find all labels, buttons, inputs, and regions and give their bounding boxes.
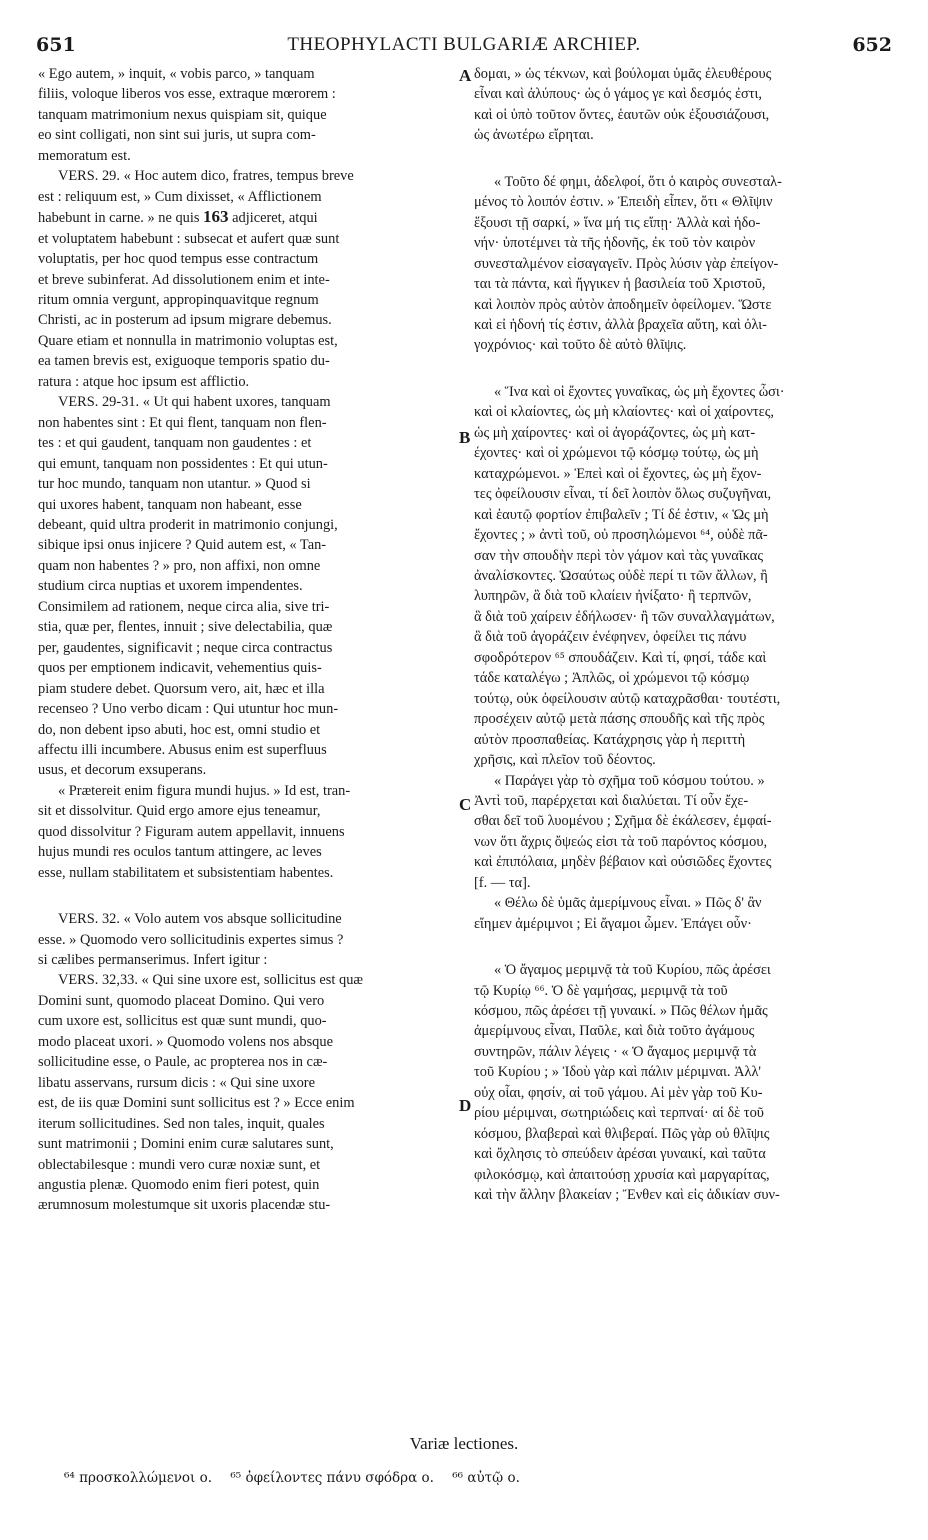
- text-line: voluptatis, per hoc quod tempus esse contractum: [38, 251, 319, 268]
- text-line: συντηρῶν, πάλιν λέγεις · « Ὁ ἄγαμος μεριμνᾷ τὰ: [474, 1043, 757, 1060]
- text-line: ὡς ἀνωτέρω εἴρηται.: [474, 127, 594, 144]
- text-line: έχοντες· καὶ οἱ χρώμενοι τῷ κόσμῳ τούτῳ, ὡς μὴ: [474, 445, 759, 462]
- text-line: ἃ διὰ τοῦ ἀγοράζειν ἐνέφηνεν, ὀφείλει τις πάνυ: [474, 629, 747, 646]
- text-line: ritum omnia vergunt, appropinquavitque regnum: [38, 291, 319, 308]
- text-line: καὶ ἐπιπόλαια, μηδὲν βέβαιον καὶ οὐσιῶδες ἔχοντες: [474, 854, 772, 871]
- page-header: [36, 34, 892, 60]
- text-line: stia, quæ per, flentes, innuit ; sive delectabilia, quæ: [38, 619, 333, 636]
- text-line: ἔχοντες ; » ἀντὶ τοῦ, οὐ προσηλώμενοι ⁶⁴, οὐδὲ πᾶ-: [474, 527, 768, 544]
- text-line: ρίου μέριμναι, σωτηριώδεις καὶ τερπναί· αἱ δὲ τοῦ: [474, 1105, 764, 1122]
- running-title: THEOPHYLACTI BULGARIÆ ARCHIEP.: [287, 34, 641, 55]
- text-line: τούτῳ, οὐκ ὀφείλουσιν αὐτῷ καταχρᾶσθαι· τουτέστι,: [474, 690, 781, 707]
- text-line: οὐχ οἷαι, φησίν, αἱ τοῦ γάμου. Αἱ μὲν γὰρ τοῦ Κυ-: [474, 1084, 763, 1101]
- text-line: est, de iis quæ Domini sunt sollicitus est ? » Ecce enim: [38, 1095, 355, 1112]
- greek_column-paragraph: [474, 382, 892, 771]
- margin-marker-b: B: [459, 428, 471, 447]
- text-line: VERS. 32,33. « Qui sine uxore est, sollicitus est quæ: [58, 972, 363, 989]
- paragraph-gap: [474, 934, 892, 960]
- greek_column-paragraph: [474, 172, 892, 356]
- latin_column-paragraph: [38, 64, 456, 166]
- text-line: ea tamen brevis est, exiguoque temporis spatio du-: [38, 353, 330, 370]
- column-number: 163: [203, 207, 229, 227]
- text-line: « Ὁ ἄγαμος μεριμνᾷ τὰ τοῦ Κυρίου, πῶς ἀρέσει: [494, 962, 771, 979]
- text-line: Quare etiam et nonnulla in matrimonio voluptas est,: [38, 332, 338, 349]
- text-line: καὶ εἰ ἡδονή τίς ἐστιν, ἀλλὰ βραχεῖα αὕτη, καὶ ὀλι-: [474, 316, 767, 333]
- latin_column-paragraph: [38, 392, 456, 781]
- apparatus-note: ⁶⁴ προσκολλώμενοι ο.: [64, 1470, 213, 1486]
- greek-column: [474, 64, 892, 1206]
- text-line: memoratum est.: [38, 147, 131, 164]
- text-line: τάδε καταλέγω ; Ἁπλῶς, οἱ χρώμενοι τῷ κόσμῳ: [474, 670, 750, 687]
- text-line: ærumnosum molestumque sit uxoris placendæ stu-: [38, 1197, 331, 1214]
- apparatus-note: ⁶⁵ ὀφείλοντες πάνυ σφόδρα ο.: [230, 1470, 434, 1486]
- margin-marker-d: D: [459, 1096, 472, 1115]
- text-line: iterum sollicitudines. Sed non tales, inquit, quales: [38, 1115, 325, 1132]
- text-line: VERS. 29-31. « Ut qui habent uxores, tanquam: [58, 394, 331, 411]
- text-line: ἀναλίσκοντες. Ὡσαύτως οὐδὲ περί τι τῶν ἄλλων, ἢ: [474, 567, 768, 584]
- greek_column-paragraph: [474, 893, 892, 934]
- text-line: modo placeat uxori. » Quomodo volens nos absque: [38, 1033, 333, 1050]
- text-line: τες ὀφείλουσιν εἶναι, τί δεῖ λοιπὸν ὅλως συζυγῆναι,: [474, 486, 772, 503]
- text-line: γοχρόνιος· καὶ τοῦτο δὲ αὐτὸ θλῖψις.: [474, 337, 687, 354]
- apparatus: [0, 1434, 928, 1486]
- margin-marker-c: C: [459, 795, 472, 814]
- text-line: τοῦ Κυρίου ; » Ἰδοὺ γὰρ καὶ πάλιν μέριμναι. Ἀλλ': [474, 1064, 762, 1081]
- text-line: κόσμου, βλαβεραὶ καὶ θλιβεραί. Πῶς γὰρ οὐ θλῖψις: [474, 1125, 770, 1142]
- text-line: quos per emptionem indicavit, vehementius quis-: [38, 660, 322, 677]
- paragraph-gap: [474, 146, 892, 172]
- text-line: cum uxore est, sollicitus est quæ sunt mundi, quo-: [38, 1013, 327, 1030]
- text-line: qui emunt, tanquam non possidentes : Et qui utun-: [38, 455, 328, 472]
- text-line: ὡς μὴ χαίροντες· καὶ οἱ ἀγοράζοντες, ὡς μὴ κατ-: [474, 424, 756, 441]
- text-line: qui uxores habent, tanquam non habeant, esse: [38, 496, 302, 513]
- text-line: hujus mundi res oculos tantum attingere, ac leves: [38, 844, 322, 861]
- text-line: angustia plenæ. Quomodo enim fieri potest, quin: [38, 1177, 320, 1194]
- latin_column-paragraph: [38, 166, 456, 392]
- text-line: quam non habentes ? » pro, non affixi, non omne: [38, 557, 321, 574]
- text-line: debeant, quid ultra proderit in matrimonio conjungi,: [38, 516, 338, 533]
- text-line: do, non debent ipso abuti, hoc est, omni studio et: [38, 721, 321, 738]
- text-line: quod dissolvitur ? Figuram autem appellavit, innuens: [38, 823, 345, 840]
- text-line: σφοδρότερον ⁶⁵ σπουδάζειν. Καὶ τί, φησί, τάδε καὶ: [474, 649, 767, 666]
- text-line: Christi, ac in posterum ad ipsum migrare debemus.: [38, 312, 332, 329]
- text-line: habebunt in carne. » ne quis 163 adjiceret, atqui: [38, 207, 318, 227]
- text-line: καταχρώμενοι. » Ἐπεὶ καὶ οἱ ἔχοντες, ὡς μὴ ἔχον-: [474, 465, 762, 482]
- text-line: Ἀντὶ τοῦ, παρέρχεται καὶ διαλύεται. Τί οὖν ἔχε-: [474, 792, 749, 809]
- text-line: eo sint colligati, non sint sui juris, ut supra com-: [38, 127, 316, 144]
- text-line: et voluptatem habebunt : subsecat et aufert quæ sunt: [38, 230, 340, 247]
- text-line: VERS. 29. « Hoc autem dico, fratres, tempus breve: [58, 168, 354, 185]
- text-line: νήν· ὑποτέμνει τὰ τῆς ἡδονῆς, ἐκ τοῦ τὸν καιρὸν: [474, 235, 756, 252]
- text-line: « Ego autem, » inquit, « vobis parco, » tanquam: [38, 66, 315, 82]
- text-line: « Prætereit enim figura mundi hujus. » Id est, tran-: [58, 782, 351, 799]
- text-line: καὶ ἑαυτῷ φορτίον ἐπιβαλεῖν ; Τί δέ ἐστιν, « Ὡς μὴ: [474, 506, 769, 523]
- page-number-left: 651: [36, 34, 76, 56]
- latin-column: [38, 64, 456, 1216]
- margin-marker-a: A: [459, 66, 472, 85]
- text-line: Domini sunt, quomodo placeat Domino. Qui vero: [38, 992, 325, 1009]
- text-line: Consimilem ad rationem, neque circa alia, sive tri-: [38, 598, 330, 615]
- text-line: ἃ διὰ τοῦ χαίρειν ἐδήλωσεν· ἢ τῶν συναλλαγμάτων,: [474, 608, 775, 625]
- page-number-right: 652: [852, 34, 892, 56]
- text-line: si cælibes permanserimus. Infert igitur :: [38, 952, 268, 969]
- text-line: VERS. 32. « Volo autem vos absque sollicitudine: [58, 911, 342, 928]
- text-line: esse. » Quomodo vero sollicitudinis expertes simus ?: [38, 931, 344, 948]
- text-line: et breve subinferat. Ad dissolutionem enim et inte-: [38, 271, 330, 288]
- text-line: non habentes sint : Et qui flent, tanquam non flen-: [38, 414, 327, 431]
- text-line: καὶ οἱ κλαίοντες, ὡς μὴ κλαίοντες· καὶ οἱ χαίροντες,: [474, 404, 775, 421]
- apparatus-title: Variæ lectiones.: [409, 1434, 519, 1453]
- text-line: συνεσταλμένον εἰσαγαγεῖν. Πρὸς λύσιν γὰρ ἐπείγον-: [474, 255, 779, 272]
- text-line: αὐτὸν προσπαθείας. Κατάχρησις γὰρ ἡ περιττὴ: [474, 731, 746, 748]
- text-line: καὶ λοιπὸν πρὸς αὐτὸν ἀποδημεῖν ὀφείλομεν. Ὥστε: [474, 296, 772, 313]
- text-line: sibique ipsi onus injicere ? Quid autem est, « Tan-: [38, 537, 327, 554]
- text-line: sollicitudine esse, o Paule, ac propterea nos in cæ-: [38, 1054, 328, 1071]
- text-line: δομαι, » ὡς τέκνων, καὶ βούλομαι ὑμᾶς ἐλευθέρους: [474, 66, 772, 82]
- text-line: affectu illi incumbere. Abusus enim est superfluus: [38, 741, 327, 758]
- greek_column-paragraph: [474, 771, 892, 894]
- text-line: τῷ Κυρίῳ ⁶⁶. Ὁ δὲ γαμήσας, μεριμνᾷ τὰ τοῦ: [474, 982, 728, 999]
- text-line: est : reliquum est, » Cum dixisset, « Afflictionem: [38, 188, 322, 205]
- text-line: tur hoc mundo, tanquam non utantur. » Quod si: [38, 476, 311, 493]
- text-line: sunt matrimonii ; Domini enim curæ salutares sunt,: [38, 1136, 334, 1153]
- greek_column-paragraph: [474, 960, 892, 1205]
- text-line: ἀμερίμνους εἶναι, Παῦλε, καὶ διὰ τοῦτο ἀγάμους: [474, 1023, 755, 1040]
- text-line: usus, et decorum exsuperans.: [38, 762, 207, 779]
- text-line: σαν τὴν σπουδὴν περὶ τὸν γάμον καὶ τὰς γυναῖκας: [474, 547, 764, 564]
- text-line: καὶ τὴν ἄλλην βλακείαν ; Ἔνθεν καὶ εἰς ἀδικίαν συν-: [474, 1187, 780, 1204]
- text-line: [f. — τα].: [474, 874, 531, 891]
- text-line: tes : et qui gaudent, tanquam non gaudentes : et: [38, 435, 312, 452]
- paragraph-gap: [38, 883, 456, 909]
- text-line: ται τὰ πάντα, καὶ ἤγγικεν ἡ βασιλεία τοῦ Χριστοῦ,: [474, 276, 766, 293]
- text-line: studium circa nuptias et uxorem impendentes.: [38, 578, 303, 595]
- text-line: καὶ ὄχλησις τὸ σπεύδειν ἀρέσαι γυναικί, καὶ ταῦτα: [474, 1146, 766, 1163]
- text-line: « Παράγει γὰρ τὸ σχῆμα τοῦ κόσμου τούτου. »: [494, 772, 765, 789]
- text-line: μένος τὸ λοιπόν ἐστιν. » Ἐπειδὴ εἶπεν, ὅτι « Θλῖψιν: [474, 194, 773, 211]
- latin_column-paragraph: [38, 909, 456, 970]
- text-line: νων ὅτι ἄχρις ὄψεώς εἰσι τὰ τοῦ παρόντος κόσμου,: [474, 833, 768, 850]
- text-line: libatu asservans, rursum dicis : « Qui sine uxore: [38, 1074, 315, 1091]
- greek_column-paragraph: [474, 64, 892, 146]
- text-line: λυπηρῶν, ἃ διὰ τοῦ κλαίειν ἠνίξατο· ἢ τερπνῶν,: [474, 588, 752, 605]
- text-line: προσέχειν αὐτῷ μετὰ πάσης σπουδῆς καὶ τῆς πρὸς: [474, 711, 765, 728]
- text-line: εἶναι καὶ ἀλύπους· ὡς ὁ γάμος γε καὶ δεσμός ἐστι,: [474, 86, 763, 103]
- apparatus-notes: [64, 1470, 534, 1486]
- text-line: εἴημεν ἀμέριμνοι ; Εἰ ἄγαμοι ὦμεν. Ἐπάγει οὖν·: [474, 915, 752, 932]
- text-line: per, gaudentes, significavit ; neque circa contractus: [38, 639, 333, 656]
- paragraph-gap: [474, 356, 892, 382]
- text-line: « Θέλω δὲ ὑμᾶς ἀμερίμνους εἶναι. » Πῶς δ' ἂν: [494, 895, 762, 912]
- text-line: ratura : atque hoc ipsum est afflictio.: [38, 373, 250, 390]
- text-line: recenseo ? Uno verbo dicam : Qui utuntur hoc mun-: [38, 701, 339, 718]
- latin_column-paragraph: [38, 970, 456, 1215]
- text-line: ἕξουσι τῇ σαρκί, » ἵνα μή τις εἴπῃ· Ἀλλὰ καὶ ἡδο-: [474, 214, 761, 231]
- text-line: esse, nullam stabilitatem et subsistentiam habentes.: [38, 864, 334, 881]
- text-line: oblectabilesque : mundi vero curæ noxiæ sunt, et: [38, 1156, 321, 1173]
- text-line: κόσμου, πῶς ἀρέσει τῇ γυναικί. » Πῶς θέλων ἡμᾶς: [474, 1003, 768, 1020]
- text-line: φιλοκόσμῳ, καὶ ἀπαιτούσῃ χρυσία καὶ μαργαρίτας,: [474, 1166, 770, 1183]
- text-line: σθαι δεῖ τοῦ λυομένου ; Σχῆμα δὲ ἐκάλεσεν, ἐμφαί-: [474, 813, 772, 830]
- text-line: sit et dissolvitur. Quid ergo amore ejus teneamur,: [38, 803, 321, 820]
- text-line: « Ἵνα καὶ οἱ ἔχοντες γυναῖκας, ὡς μὴ ἔχοντες ὦσι·: [494, 383, 785, 400]
- text-line: καὶ οἱ ὑπὸ τοῦτον ὄντες, ἑαυτῶν οὐκ ἐξουσιάζουσι,: [474, 106, 770, 123]
- text-line: tanquam matrimonium nexus quispiam sit, quique: [38, 106, 327, 123]
- text-line: « Τοῦτο δέ φημι, ἀδελφοί, ὅτι ὁ καιρὸς συνεσταλ-: [494, 173, 782, 190]
- text-line: piam studere debet. Quorsum vero, ait, hæc et illa: [38, 680, 325, 697]
- apparatus-note: ⁶⁶ αὐτῷ ο.: [452, 1470, 520, 1486]
- text-line: filiis, voloque liberos vos esse, extraque mœrorem :: [38, 86, 336, 103]
- text-line: χρῆσις, καὶ πλεῖον τοῦ δέοντος.: [474, 752, 656, 769]
- latin_column-paragraph: [38, 781, 456, 883]
